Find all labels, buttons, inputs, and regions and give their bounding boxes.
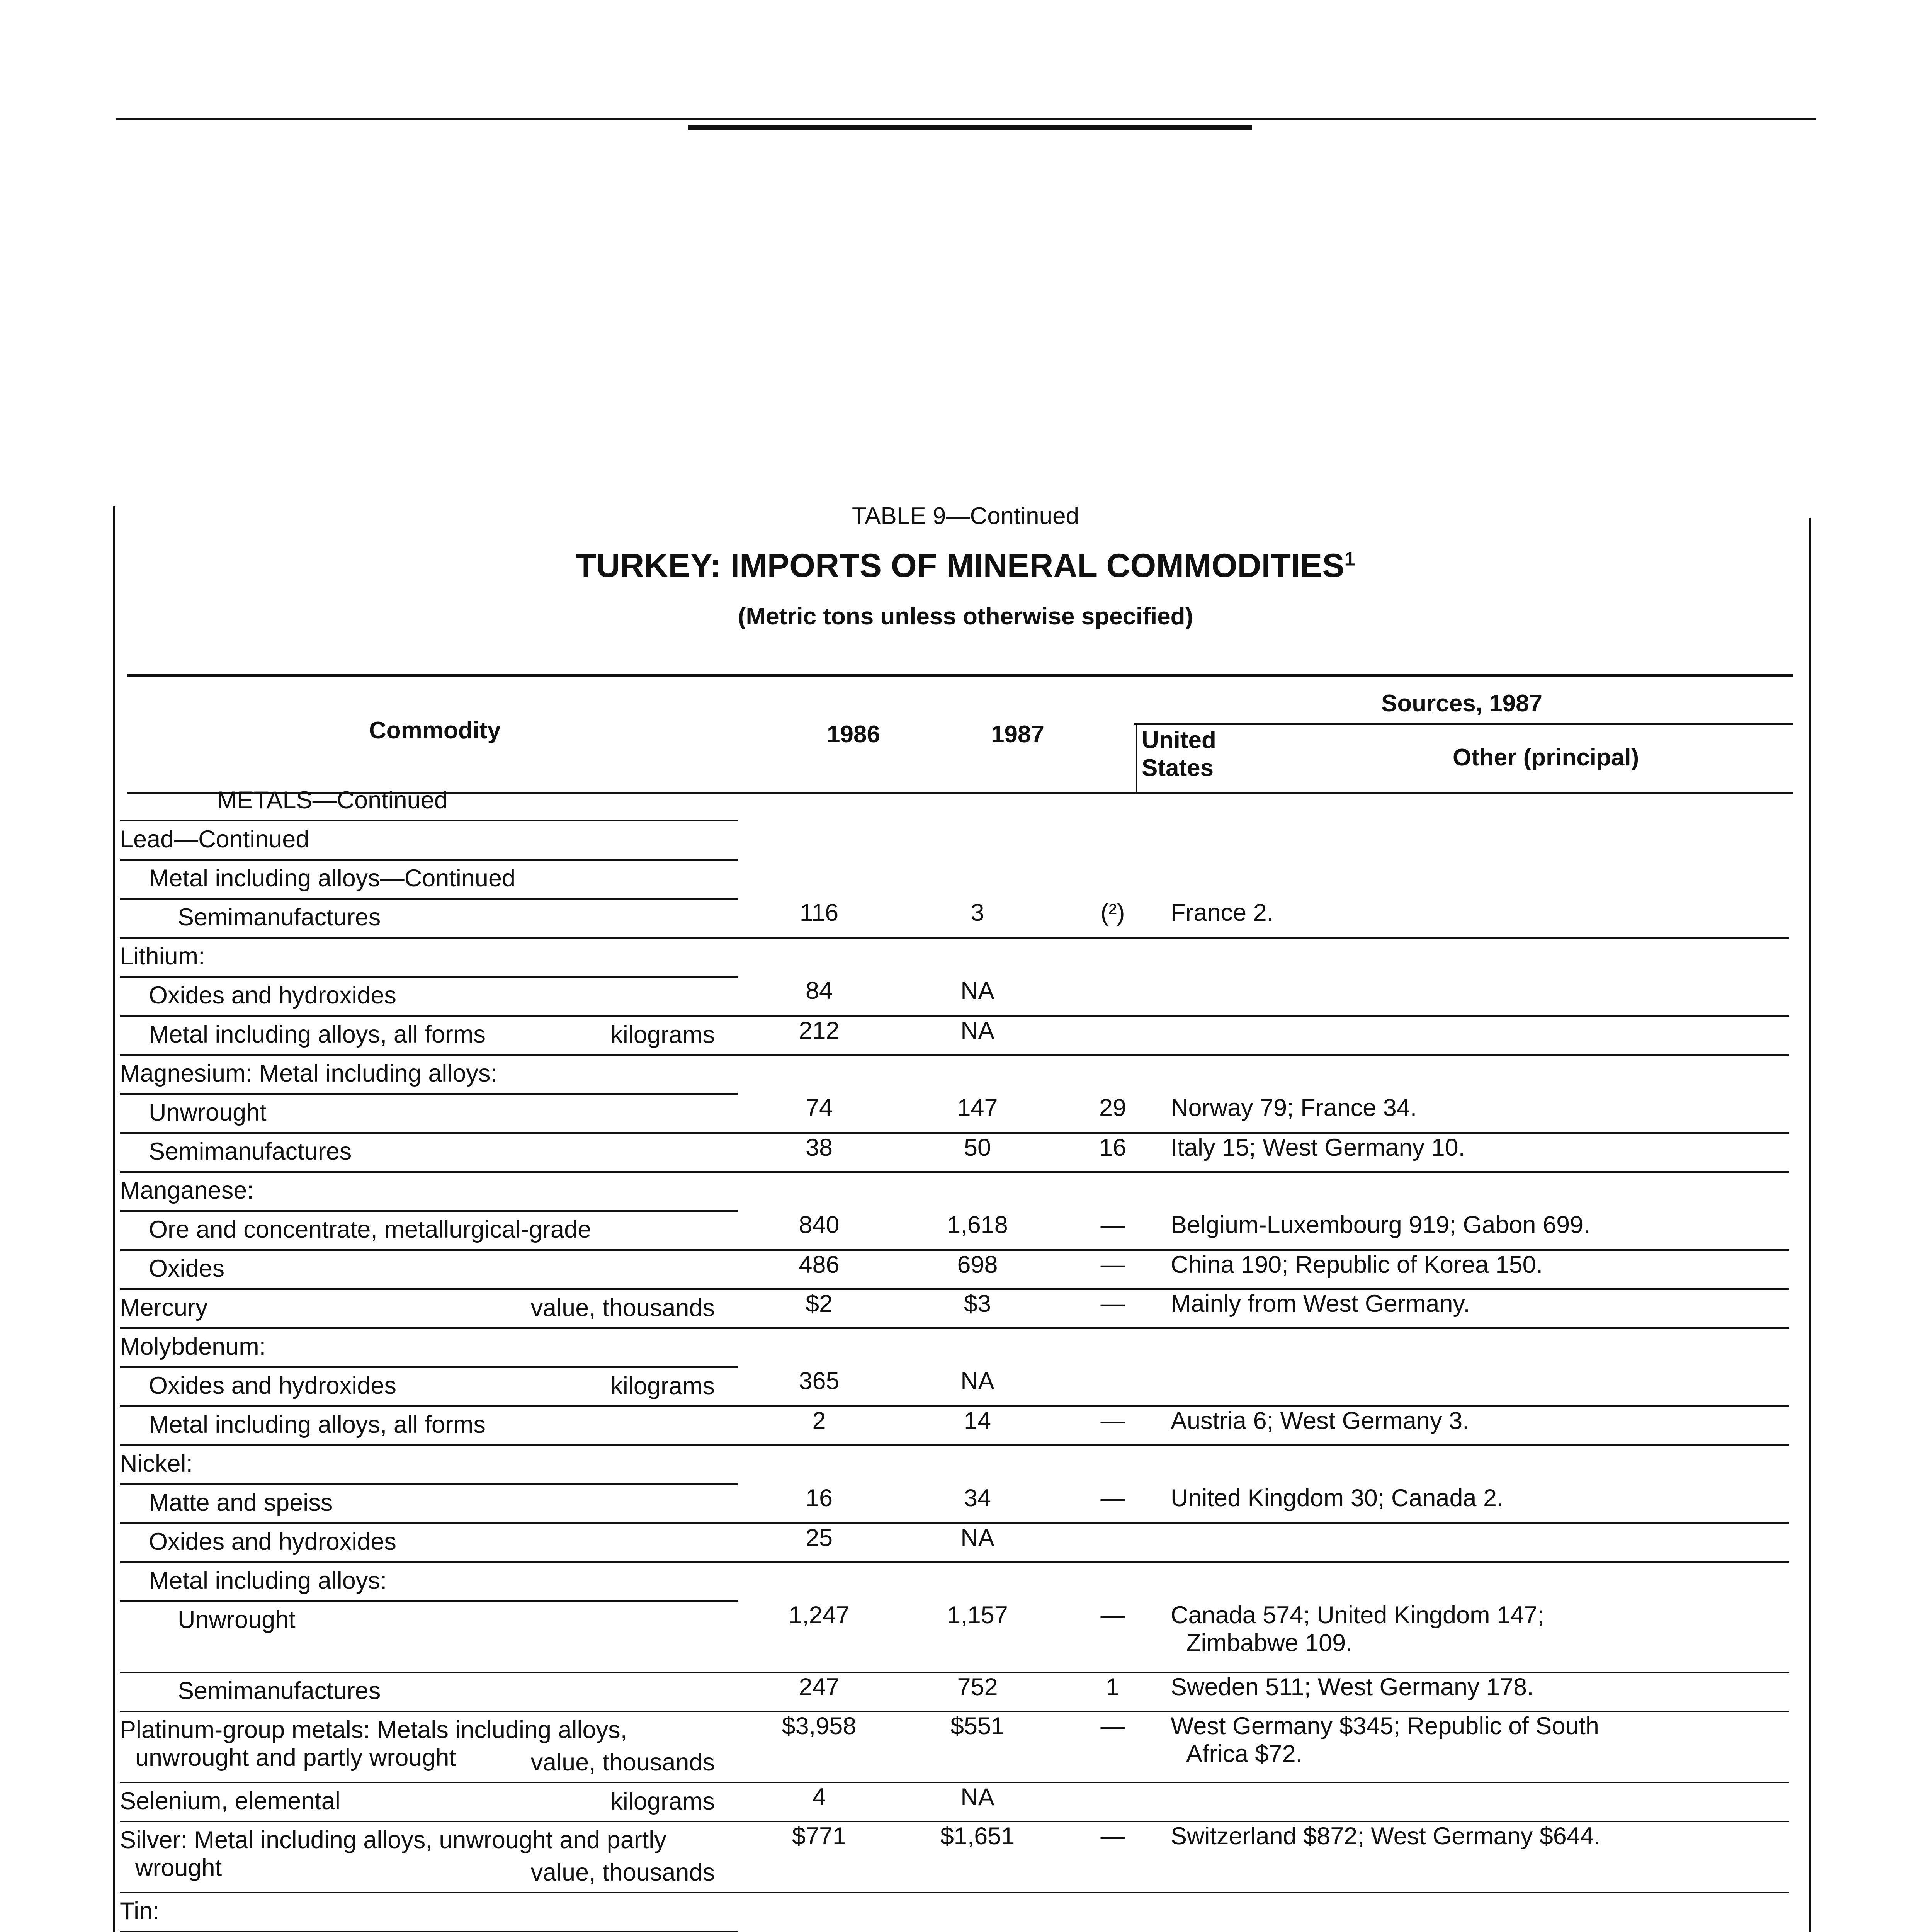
unit-label: value, thousands — [530, 1749, 715, 1776]
value-1987 — [900, 1562, 1055, 1601]
value-1986: 38 — [738, 1133, 900, 1172]
table-row — [120, 1055, 1789, 1094]
value-1986: 365 — [738, 1367, 900, 1406]
value-1986: 486 — [738, 1250, 900, 1289]
other-sources-text: United Kingdom 30; Canada 2. — [1171, 1485, 1504, 1512]
table-row — [120, 1523, 1789, 1562]
commodity-cell — [120, 1523, 738, 1562]
value-1986: 2 — [738, 1406, 900, 1445]
value-1987 — [900, 1893, 1055, 1932]
table-row — [120, 938, 1789, 977]
table-row — [120, 1601, 1789, 1672]
commodity-label: Ore and concentrate, metallurgical-grade — [149, 1216, 592, 1243]
value-united-states: 29 — [1055, 1094, 1171, 1133]
commodity-label: Metal including alloys, all forms — [149, 1411, 486, 1438]
table-row — [120, 1094, 1789, 1133]
commodity-label: METALS—Continued — [217, 787, 448, 814]
value-1986 — [738, 1172, 900, 1211]
commodity-cell — [120, 1711, 738, 1782]
commodity-cell — [120, 1172, 738, 1211]
other-sources — [1171, 1406, 1789, 1445]
commodity-cell — [120, 1601, 738, 1672]
commodity-cell — [120, 1328, 738, 1367]
table-row — [120, 899, 1789, 938]
commodity-label: Oxides and hydroxides — [149, 1372, 396, 1399]
other-sources-text: Canada 574; United Kingdom 147; — [1171, 1602, 1544, 1629]
value-1986 — [738, 938, 900, 977]
value-1987: $1,651 — [900, 1821, 1055, 1893]
value-1986 — [738, 821, 900, 860]
other-sources — [1171, 1445, 1789, 1484]
value-1987: 752 — [900, 1672, 1055, 1711]
value-united-states — [1055, 1445, 1171, 1484]
other-sources — [1171, 938, 1789, 977]
value-united-states — [1055, 1893, 1171, 1932]
other-sources — [1171, 1711, 1789, 1782]
value-1986 — [738, 1055, 900, 1094]
value-united-states: — — [1055, 1711, 1171, 1782]
other-sources — [1171, 1211, 1789, 1250]
table-row — [120, 1172, 1789, 1211]
table-row — [120, 1289, 1789, 1328]
commodity-cell — [120, 1484, 738, 1523]
value-1987: NA — [900, 1367, 1055, 1406]
value-1986: 25 — [738, 1523, 900, 1562]
commodity-label: Platinum-group metals: Metals including alloys, — [120, 1716, 627, 1743]
table-title — [0, 547, 1931, 585]
value-1986: 840 — [738, 1211, 900, 1250]
commodity-label: Manganese: — [120, 1177, 254, 1204]
commodity-cell — [120, 899, 738, 938]
table-title-text: TURKEY: IMPORTS OF MINERAL COMMODITIES — [576, 547, 1345, 584]
value-1986: 212 — [738, 1016, 900, 1055]
table-row — [120, 977, 1789, 1016]
commodity-label: Semimanufactures — [149, 1138, 352, 1165]
value-1987 — [900, 782, 1055, 821]
table-row — [120, 1782, 1789, 1821]
value-united-states: (²) — [1055, 899, 1171, 938]
other-sources — [1171, 1601, 1789, 1672]
other-sources — [1171, 1484, 1789, 1523]
unit-label: kilograms — [610, 1021, 715, 1048]
other-sources — [1171, 1289, 1789, 1328]
value-1986: 74 — [738, 1094, 900, 1133]
commodity-label: Oxides — [149, 1255, 225, 1282]
value-1986 — [738, 1893, 900, 1932]
right-margin-line — [1809, 518, 1811, 1932]
value-1986 — [738, 1445, 900, 1484]
value-1987: NA — [900, 1016, 1055, 1055]
commodity-cell — [120, 1367, 738, 1406]
value-1987 — [900, 860, 1055, 899]
value-united-states: — — [1055, 1289, 1171, 1328]
value-1986 — [738, 860, 900, 899]
other-sources — [1171, 782, 1789, 821]
commodity-label: Oxides and hydroxides — [149, 982, 396, 1009]
other-sources — [1171, 821, 1789, 860]
commodity-cell — [120, 1016, 738, 1055]
value-united-states — [1055, 1055, 1171, 1094]
table-row — [120, 1711, 1789, 1782]
table-row — [120, 1211, 1789, 1250]
value-united-states — [1055, 1328, 1171, 1367]
commodity-label: Lithium: — [120, 943, 205, 970]
value-1986: 116 — [738, 899, 900, 938]
value-1987: $551 — [900, 1711, 1055, 1782]
value-united-states — [1055, 1782, 1171, 1821]
imports-table — [120, 782, 1789, 1932]
other-sources-text: Switzerland $872; West Germany $644. — [1171, 1823, 1601, 1850]
table-row — [120, 1367, 1789, 1406]
value-1987: 1,618 — [900, 1211, 1055, 1250]
value-1987 — [900, 821, 1055, 860]
value-1987: 50 — [900, 1133, 1055, 1172]
value-1986: $3,958 — [738, 1711, 900, 1782]
other-sources — [1171, 1055, 1789, 1094]
value-1986: 1,247 — [738, 1601, 900, 1672]
commodity-cell — [120, 1562, 738, 1601]
value-1986 — [738, 1562, 900, 1601]
table-row — [120, 1562, 1789, 1601]
top-rule-thick — [688, 125, 1252, 130]
other-sources-text: Mainly from West Germany. — [1171, 1290, 1470, 1317]
value-united-states: — — [1055, 1211, 1171, 1250]
commodity-label: Unwrought — [178, 1606, 296, 1633]
other-sources — [1171, 977, 1789, 1016]
commodity-label: Metal including alloys: — [149, 1567, 387, 1594]
table-row — [120, 782, 1789, 821]
value-united-states: 1 — [1055, 1672, 1171, 1711]
commodity-cell — [120, 1250, 738, 1289]
other-sources — [1171, 1782, 1789, 1821]
top-rule-thin — [116, 118, 1816, 120]
sources-rule — [1134, 723, 1793, 725]
other-sources-text: Sweden 511; West Germany 178. — [1171, 1673, 1534, 1701]
other-sources-text: Austria 6; West Germany 3. — [1171, 1407, 1469, 1434]
commodity-label: Semimanufactures — [178, 1677, 381, 1704]
commodity-label: Molybdenum: — [120, 1333, 266, 1360]
other-sources-text: France 2. — [1171, 899, 1274, 926]
value-united-states: — — [1055, 1601, 1171, 1672]
commodity-cell — [120, 860, 738, 899]
other-sources — [1171, 1367, 1789, 1406]
value-1987: $3 — [900, 1289, 1055, 1328]
commodity-cell — [120, 1133, 738, 1172]
commodity-cell — [120, 1211, 738, 1250]
value-1987: 1,157 — [900, 1601, 1055, 1672]
value-1987 — [900, 938, 1055, 977]
commodity-cell — [120, 1893, 738, 1932]
commodity-cell — [120, 1782, 738, 1821]
value-united-states — [1055, 1367, 1171, 1406]
commodity-label: Magnesium: Metal including alloys: — [120, 1060, 497, 1087]
other-sources-text-cont: Africa $72. — [1186, 1740, 1303, 1767]
unit-label: kilograms — [610, 1788, 715, 1815]
commodity-label: Unwrought — [149, 1099, 267, 1126]
commodity-label: Metal including alloys—Continued — [149, 865, 516, 892]
table-row — [120, 860, 1789, 899]
value-united-states — [1055, 1562, 1171, 1601]
other-sources — [1171, 1672, 1789, 1711]
other-sources-text: China 190; Republic of Korea 150. — [1171, 1251, 1543, 1278]
imports-table-body — [120, 782, 1789, 1932]
commodity-label: Mercury — [120, 1294, 208, 1321]
commodity-label-cont: unwrought and partly wrought — [135, 1744, 456, 1771]
header-1986: 1986 — [827, 721, 880, 748]
table-row — [120, 1016, 1789, 1055]
commodity-cell — [120, 938, 738, 977]
unit-label: value, thousands — [530, 1859, 715, 1886]
commodity-label: Metal including alloys, all forms — [149, 1021, 486, 1048]
other-sources-text: Belgium-Luxembourg 919; Gabon 699. — [1171, 1211, 1590, 1238]
value-1987: 698 — [900, 1250, 1055, 1289]
value-united-states — [1055, 1016, 1171, 1055]
commodity-label: Matte and speiss — [149, 1489, 333, 1516]
commodity-cell — [120, 1055, 738, 1094]
header-other-principal: Other (principal) — [1453, 744, 1639, 771]
value-1986: 247 — [738, 1672, 900, 1711]
table-row — [120, 1133, 1789, 1172]
value-united-states — [1055, 977, 1171, 1016]
value-1986: 16 — [738, 1484, 900, 1523]
other-sources-text: West Germany $345; Republic of South — [1171, 1713, 1599, 1740]
other-sources-text: Norway 79; France 34. — [1171, 1094, 1417, 1121]
value-1986: $2 — [738, 1289, 900, 1328]
table-row — [120, 1328, 1789, 1367]
commodity-cell — [120, 1289, 738, 1328]
table-row — [120, 1484, 1789, 1523]
value-united-states — [1055, 938, 1171, 977]
table-number: TABLE 9—Continued — [852, 503, 1079, 529]
value-1987 — [900, 1172, 1055, 1211]
header-us-line2: States — [1142, 755, 1214, 781]
commodity-cell — [120, 977, 738, 1016]
value-1987 — [900, 1328, 1055, 1367]
other-sources — [1171, 1893, 1789, 1932]
other-sources — [1171, 1821, 1789, 1893]
other-sources — [1171, 1250, 1789, 1289]
value-1987: 14 — [900, 1406, 1055, 1445]
value-united-states: — — [1055, 1484, 1171, 1523]
value-1987: NA — [900, 1523, 1055, 1562]
header-us-line1: United — [1142, 727, 1216, 753]
table-row — [120, 1445, 1789, 1484]
commodity-cell — [120, 1406, 738, 1445]
commodity-cell — [120, 821, 738, 860]
value-united-states: 16 — [1055, 1133, 1171, 1172]
value-1987 — [900, 1055, 1055, 1094]
value-united-states: — — [1055, 1250, 1171, 1289]
commodity-cell — [120, 782, 738, 821]
value-1987: NA — [900, 1782, 1055, 1821]
value-1986 — [738, 782, 900, 821]
value-united-states — [1055, 782, 1171, 821]
value-united-states — [1055, 1523, 1171, 1562]
commodity-label: Nickel: — [120, 1450, 193, 1477]
value-1987 — [900, 1445, 1055, 1484]
header-sources: Sources, 1987 — [1381, 690, 1543, 717]
other-sources — [1171, 1016, 1789, 1055]
value-united-states: — — [1055, 1821, 1171, 1893]
other-sources — [1171, 1328, 1789, 1367]
other-sources — [1171, 1562, 1789, 1601]
commodity-label-cont: wrought — [135, 1854, 222, 1881]
header-commodity: Commodity — [369, 717, 501, 744]
commodity-label: Silver: Metal including alloys, unwrought and partly — [120, 1827, 666, 1854]
commodity-label: Oxides and hydroxides — [149, 1528, 396, 1555]
value-1986: 84 — [738, 977, 900, 1016]
other-sources — [1171, 860, 1789, 899]
table-row — [120, 1893, 1789, 1932]
value-1987: 147 — [900, 1094, 1055, 1133]
header-1987: 1987 — [991, 721, 1044, 748]
commodity-label: Lead—Continued — [120, 826, 309, 853]
value-1986: $771 — [738, 1821, 900, 1893]
commodity-label: Tin: — [120, 1898, 160, 1925]
commodity-cell — [120, 1821, 738, 1893]
table-row — [120, 1821, 1789, 1893]
commodity-label: Selenium, elemental — [120, 1787, 340, 1815]
table-row — [120, 1406, 1789, 1445]
other-sources — [1171, 1523, 1789, 1562]
commodity-cell — [120, 1672, 738, 1711]
commodity-label: Semimanufactures — [178, 904, 381, 931]
other-sources — [1171, 1172, 1789, 1211]
other-sources — [1171, 1094, 1789, 1133]
commodity-cell — [120, 1445, 738, 1484]
unit-label: kilograms — [610, 1372, 715, 1400]
left-margin-line — [113, 506, 115, 1932]
value-united-states — [1055, 860, 1171, 899]
table-row — [120, 1250, 1789, 1289]
header-united-states — [1142, 726, 1216, 782]
value-1986 — [738, 1328, 900, 1367]
other-sources-text: Italy 15; West Germany 10. — [1171, 1134, 1465, 1161]
value-1986: 4 — [738, 1782, 900, 1821]
value-1987: NA — [900, 977, 1055, 1016]
value-united-states — [1055, 821, 1171, 860]
unit-label: value, thousands — [530, 1294, 715, 1321]
other-sources — [1171, 899, 1789, 938]
value-united-states — [1055, 1172, 1171, 1211]
value-1987: 3 — [900, 899, 1055, 938]
header-top-rule — [127, 674, 1793, 677]
table-row — [120, 1672, 1789, 1711]
commodity-cell — [120, 1094, 738, 1133]
table-row — [120, 821, 1789, 860]
title-footnote-marker: 1 — [1344, 548, 1355, 570]
value-1987: 34 — [900, 1484, 1055, 1523]
value-united-states: — — [1055, 1406, 1171, 1445]
table-units-note: (Metric tons unless otherwise specified) — [738, 603, 1193, 630]
other-sources — [1171, 1133, 1789, 1172]
other-sources-text-cont: Zimbabwe 109. — [1186, 1629, 1353, 1656]
